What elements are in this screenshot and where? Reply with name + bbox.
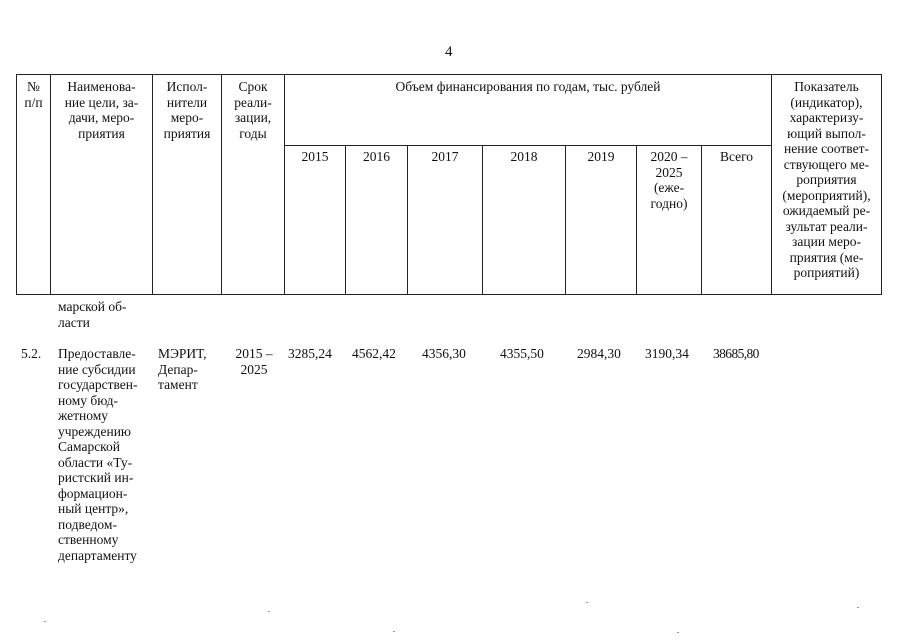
value-2016: 4562,42 <box>352 346 396 361</box>
header-year-2018: 2018 <box>510 149 538 164</box>
value-2019: 2984,30 <box>577 346 621 361</box>
value-2015: 3285,24 <box>288 346 332 361</box>
header-year-2015: 2015 <box>301 149 329 164</box>
value-2020-2025: 3190,34 <box>645 346 689 361</box>
header-indicator: Показатель (индикатор), характеризу- ющий выпол- нение соответ- ствующего ме- роприятия (мероприятий), ожидаемый ре- зультат реали- зации меро- приятия (ме- роприятий) <box>782 79 871 280</box>
header-year-2020-2025: 2020 – 2025 (еже- годно) <box>650 149 688 211</box>
header-year-2019: 2019 <box>587 149 615 164</box>
page-number: 4 <box>445 44 453 60</box>
header-num: № п/п <box>24 79 43 110</box>
header-executor: Испол- нители меро- приятия <box>163 79 211 141</box>
header-total: Всего <box>719 149 754 164</box>
header-name: Наименова- ние цели, за- дачи, меро- приятия <box>64 79 139 141</box>
header-financing: Объем финансирования по годам, тыс. рублей <box>395 79 661 94</box>
value-2017: 4356,30 <box>422 346 466 361</box>
row-name: Предоставле- ние субсидии государствен- ному бюд- жетному учреждению Самарской области «Ту- ристский ин- формацион- ный центр», подведом- ственному департаменту <box>58 346 138 563</box>
header-year-2017: 2017 <box>431 149 459 164</box>
row-executor: МЭРИТ, Депар- тамент <box>158 346 207 392</box>
value-2018: 4355,50 <box>500 346 544 361</box>
header-year-2016: 2016 <box>363 149 390 164</box>
continuation-text: марской об- ласти <box>58 299 127 330</box>
value-total: 38685,80 <box>713 346 759 361</box>
row-number: 5.2. <box>21 346 42 361</box>
row-term: 2015 – 2025 <box>235 346 273 377</box>
header-term: Срок реали- зации, годы <box>234 79 272 141</box>
